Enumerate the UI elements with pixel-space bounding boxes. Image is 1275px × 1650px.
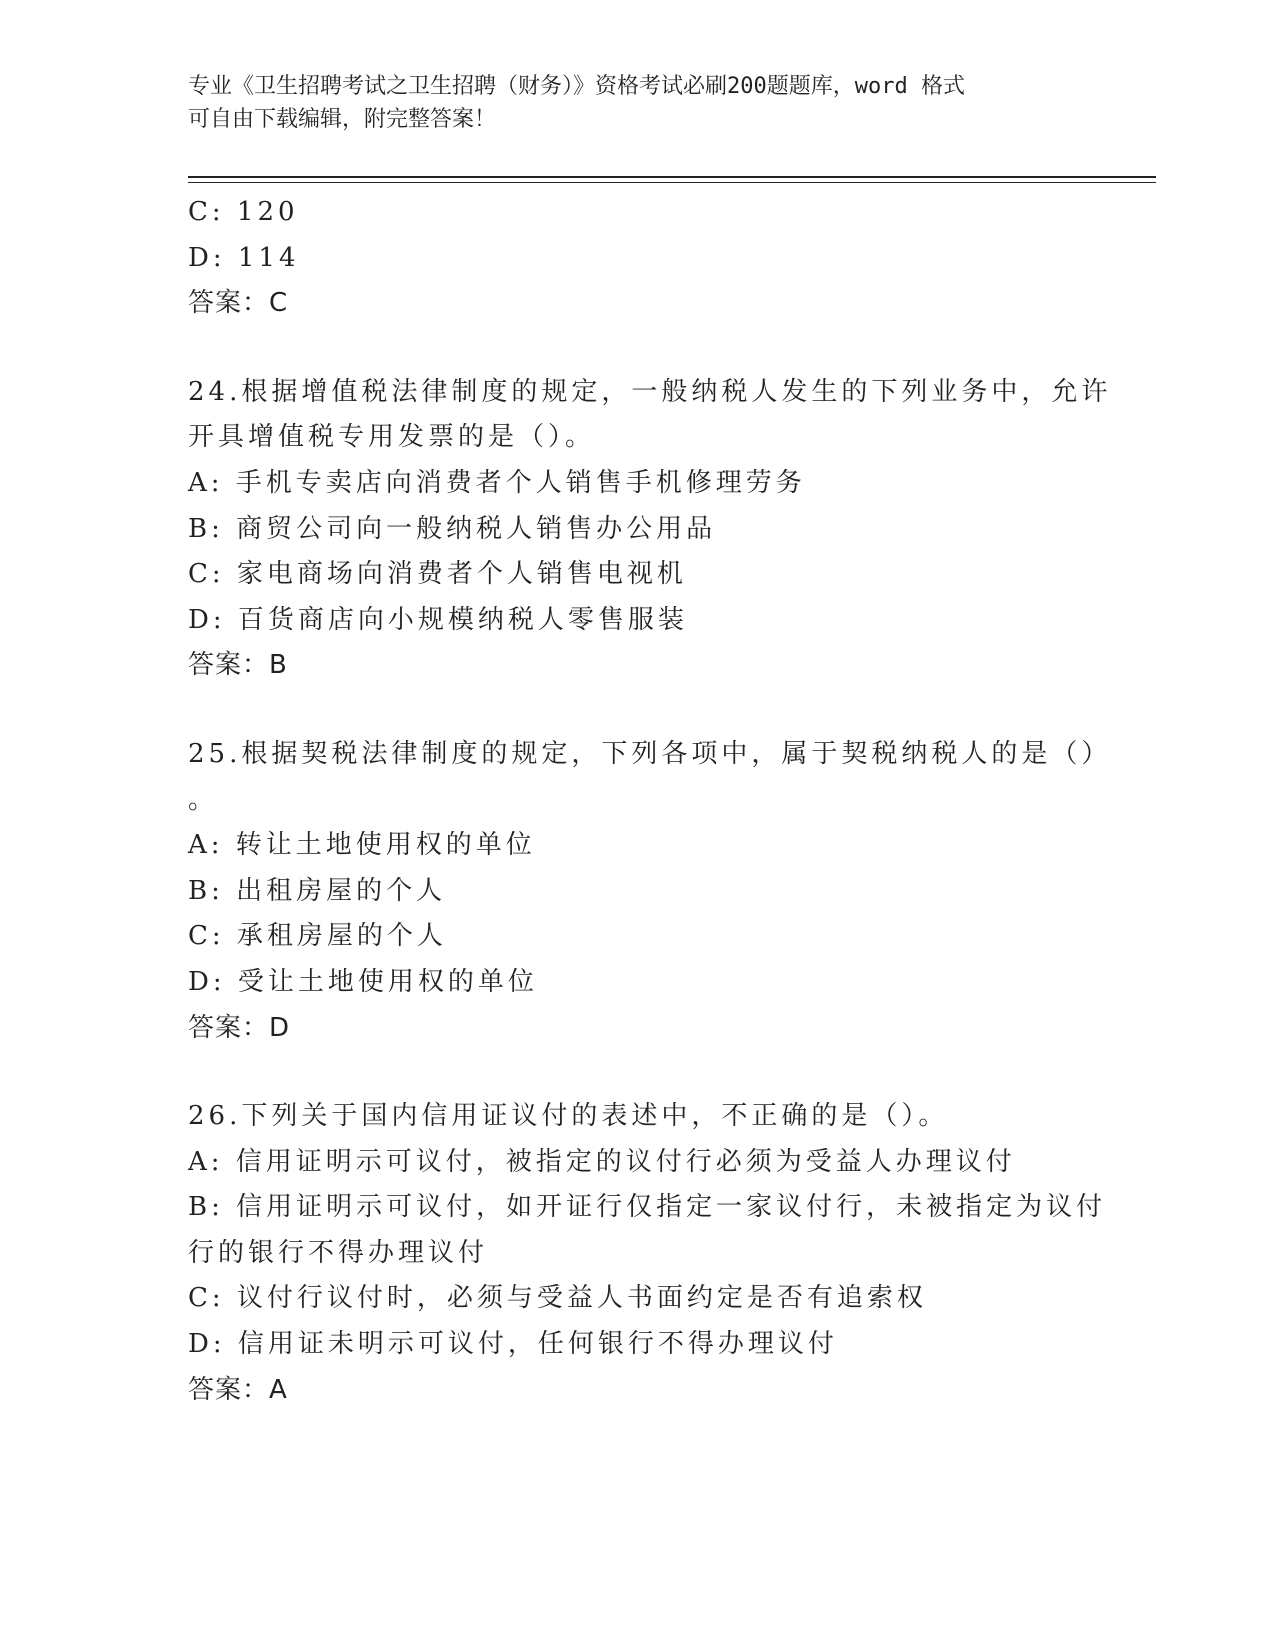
q24-option-d: D: 百货商店向小规模纳税人零售服装 (188, 604, 688, 635)
q25-option-d: D: 受让土地使用权的单位 (188, 966, 538, 997)
spacer (188, 1051, 1088, 1094)
q26-stem: 26.下列关于国内信用证议付的表述中，不正确的是（）。 (188, 1101, 949, 1132)
question-content (188, 190, 1112, 1413)
header-title-line-1: 专业《卫生招聘考试之卫生招聘（财务）》资格考试必刷200题题库，word 格式 (188, 74, 965, 99)
q24-stem-line-2: 开具增值税专用发票的是（）。 (188, 422, 596, 453)
q24-option-a: A: 手机专卖店向消费者个人销售手机修理劳务 (188, 467, 806, 498)
q24-stem-line-1: 24.根据增值税法律制度的规定，一般纳税人发生的下列业务中，允许 (188, 376, 1112, 407)
prev-option-d: D: 114 (188, 242, 300, 273)
prev-answer: 答案：C (188, 288, 289, 319)
q25-option-a: A: 转让土地使用权的单位 (188, 830, 536, 861)
page-header (188, 70, 1068, 136)
q25-option-b: B: 出租房屋的个人 (188, 875, 447, 906)
q26-option-d: D: 信用证未明示可议付，任何银行不得办理议付 (188, 1329, 838, 1360)
spacer (188, 327, 1088, 370)
q26-answer: 答案：A (188, 1374, 288, 1405)
q24-answer: 答案：B (188, 650, 288, 681)
header-title-line-2: 可自由下载编辑，附完整答案！ (188, 107, 497, 132)
q25-option-c: C: 承租房屋的个人 (188, 921, 447, 952)
q26-option-b-line-2: 行的银行不得办理议付 (188, 1237, 489, 1268)
prev-option-c: C: 120 (188, 197, 299, 227)
header-divider-thick (188, 176, 1156, 178)
q26-option-c: C: 议付行议付时，必须与受益人书面约定是否有追索权 (188, 1283, 927, 1314)
q25-stem-line-1: 25.根据契税法律制度的规定，下列各项中，属于契税纳税人的是（） (188, 738, 1112, 769)
q26-option-a: A: 信用证明示可议付，被指定的议付行必须为受益人办理议付 (188, 1146, 1016, 1177)
header-divider-thin (188, 182, 1156, 183)
spacer (188, 689, 1088, 732)
q24-option-c: C: 家电商场向消费者个人销售电视机 (188, 559, 687, 590)
q25-stem-line-2: 。 (188, 784, 219, 815)
q26-option-b-line-1: B: 信用证明示可议付，如开证行仅指定一家议付行，未被指定为议付 (188, 1192, 1107, 1223)
q25-answer: 答案：D (188, 1012, 291, 1043)
q24-option-b: B: 商贸公司向一般纳税人销售办公用品 (188, 513, 717, 544)
